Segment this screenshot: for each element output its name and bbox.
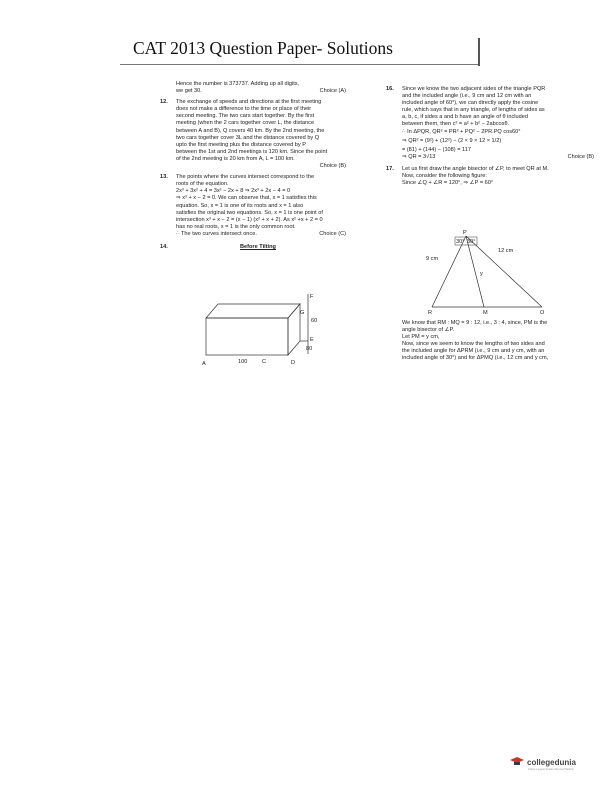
q16-line: ∴ In ΔPQR, QR² = PR² + PQ² − 2PR.PQ cos60° — [402, 128, 521, 135]
intro-line-2: we get 30. — [176, 88, 202, 95]
angle-label-2: 30° — [467, 239, 476, 245]
label-f: F — [310, 294, 314, 300]
q16-line: between them, then c² = a² + b² − 2abcosθ. — [402, 121, 510, 128]
logo-text: collegedunia — [527, 757, 576, 767]
label-80: 80 — [306, 346, 313, 352]
side-label-12cm: 12 cm — [498, 248, 514, 254]
q14-figure-title: Before Tilting — [240, 243, 276, 250]
q17-after-line: Let PM = y cm, — [402, 334, 440, 341]
q16-line: ⇒ QR² = (9²) + (12²) − (2 × 9 × 12 × 1/2) — [402, 137, 502, 144]
q16-line: = (81) + (144) − (108) = 117 — [402, 146, 471, 153]
q16-choice: Choice (B) — [567, 153, 594, 160]
angle-label-1: 30° — [456, 239, 465, 245]
cuboid-top-face — [206, 304, 300, 318]
q14-number: 14. — [160, 243, 168, 250]
q13-line: roots of the equation. — [176, 181, 229, 188]
header-rule — [120, 64, 478, 65]
q12-line: between A and B), Q covers 40 km. By the 2nd meeting, the — [176, 127, 325, 134]
q12-line: meeting (when the 2 cars together cover L, the distance — [176, 120, 315, 127]
q12-line: two cars together cover 3L and the distance covered by Q — [176, 134, 320, 141]
q13-number: 13. — [160, 174, 168, 181]
q17-number: 17. — [386, 165, 394, 172]
label-a: A — [202, 361, 206, 367]
q12-line: upto the first meeting plus the distance covered by P — [176, 141, 306, 148]
q13-line: satisfies the original two equations. So, x = 1 is one point of — [176, 209, 323, 216]
side-label-9cm: 9 cm — [426, 256, 439, 262]
q16-line: a, b, c, if sides a and b have an angle of θ included — [402, 114, 528, 121]
question-16 — [386, 86, 594, 161]
q17-line: Let us first draw the angle bisector of ∠P, to meet QR at M. — [402, 165, 549, 172]
graduation-cap-icon — [510, 756, 524, 768]
question-14 — [160, 244, 360, 251]
q17-continued — [402, 320, 594, 363]
logo-subtitle: India's Largest Student Review Platform — [528, 768, 575, 771]
q13-line: equation. So, x = 1 is one of its roots and x = 1 also — [176, 202, 304, 209]
q17-after-line: angle bisector of ∠P. — [402, 327, 455, 334]
intro-block — [160, 81, 360, 95]
label-d: D — [291, 360, 296, 366]
right-column — [386, 86, 594, 187]
q16-line: rule, which says that in any triangle, of lengths of sides as — [402, 107, 545, 114]
label-100: 100 — [238, 359, 248, 365]
q16-line: included angle of 60°), we can directly apply the cosine — [402, 100, 539, 107]
intro-line-1: Hence the number is 373737. Adding up all digits, — [176, 81, 300, 87]
q12-line: between the 1st and 2nd meetings is 120 km. Since the point — [176, 148, 328, 155]
q17-line: Since ∠Q + ∠R = 120°, ⇒ ∠P = 60° — [402, 180, 494, 187]
q13-last-line: ∴ The two curves intersect once. — [176, 230, 257, 237]
side-pr — [432, 236, 466, 307]
label-g: G — [300, 310, 305, 316]
cuboid-figure — [190, 290, 330, 370]
q16-number: 16. — [386, 86, 394, 92]
q16-line: and the included angle (i.e., 9 cm and 12 cm with an — [402, 93, 532, 100]
q17-after-line: the included angle for ΔPRM (i.e., 9 cm and y cm, with an — [402, 348, 545, 355]
q13-line: ⇒ x³ + x − 2 = 0. We can observe that, x = 1 satisfies this — [176, 195, 317, 202]
q12-line: does not make a difference to the time or place of their — [176, 106, 312, 113]
label-m: M — [483, 310, 488, 314]
q16-line: Since we know the two adjacent sides of the triangle PQR — [402, 86, 546, 92]
intro-choice: Choice (A) — [319, 88, 346, 95]
cuboid-front-face — [206, 318, 288, 355]
q13-choice: Choice (C) — [319, 230, 346, 237]
label-c: C — [262, 359, 267, 365]
question-13 — [160, 174, 360, 238]
q12-number: 12. — [160, 99, 168, 106]
collegedunia-logo — [510, 756, 576, 768]
question-17 — [386, 166, 594, 187]
label-y: y — [480, 271, 483, 277]
triangle-figure — [418, 228, 558, 314]
q16-last-line: ⇒ QR = 3√13 — [402, 153, 436, 160]
label-r: R — [428, 310, 433, 314]
q17-after-line: Now, since we seem to know the lengths of two sides and — [402, 341, 545, 348]
q12-line: of the 2nd meeting is 20 km from A, L = 100 km. — [176, 155, 295, 162]
q12-line: The exchange of speeds and directions at the first meeting — [176, 99, 322, 106]
q13-line: intersection x³ + x − 2 = (x − 1) (x² + x + 2). As x² +x + 2 = 0 — [176, 216, 323, 223]
left-column — [160, 81, 360, 251]
label-p: P — [463, 230, 467, 236]
q13-line: has no real roots, x = 1 is the only common root. — [176, 223, 296, 230]
label-60: 60 — [311, 318, 318, 324]
question-12 — [160, 99, 360, 170]
q17-after-line: included angle of 30°) and for ΔPMQ (i.e., 12 cm and y cm, — [402, 355, 549, 362]
page-title: CAT 2013 Question Paper- Solutions — [133, 38, 393, 58]
cuboid-side-face — [288, 304, 300, 355]
q13-line: The points where the curves intersect correspond to the — [176, 174, 315, 181]
q13-line: 2x³ + 3x² + 4 = 3x² − 2x + 8 ⇒ 2x³ + 2x − 4 = 0 — [176, 188, 291, 195]
label-e: E — [310, 337, 314, 343]
q17-after-line: We know that RM : MQ = 9 : 12, i.e., 3 : 4, since, PM is the — [402, 320, 548, 326]
q12-choice: Choice (B) — [319, 163, 346, 170]
side-pq — [466, 236, 542, 307]
label-q: Q — [540, 310, 545, 314]
q12-line: second meeting. The two cars start together. By the first — [176, 113, 315, 120]
header-divider — [478, 38, 480, 66]
q17-line: Now, consider the following figure: — [402, 173, 487, 180]
